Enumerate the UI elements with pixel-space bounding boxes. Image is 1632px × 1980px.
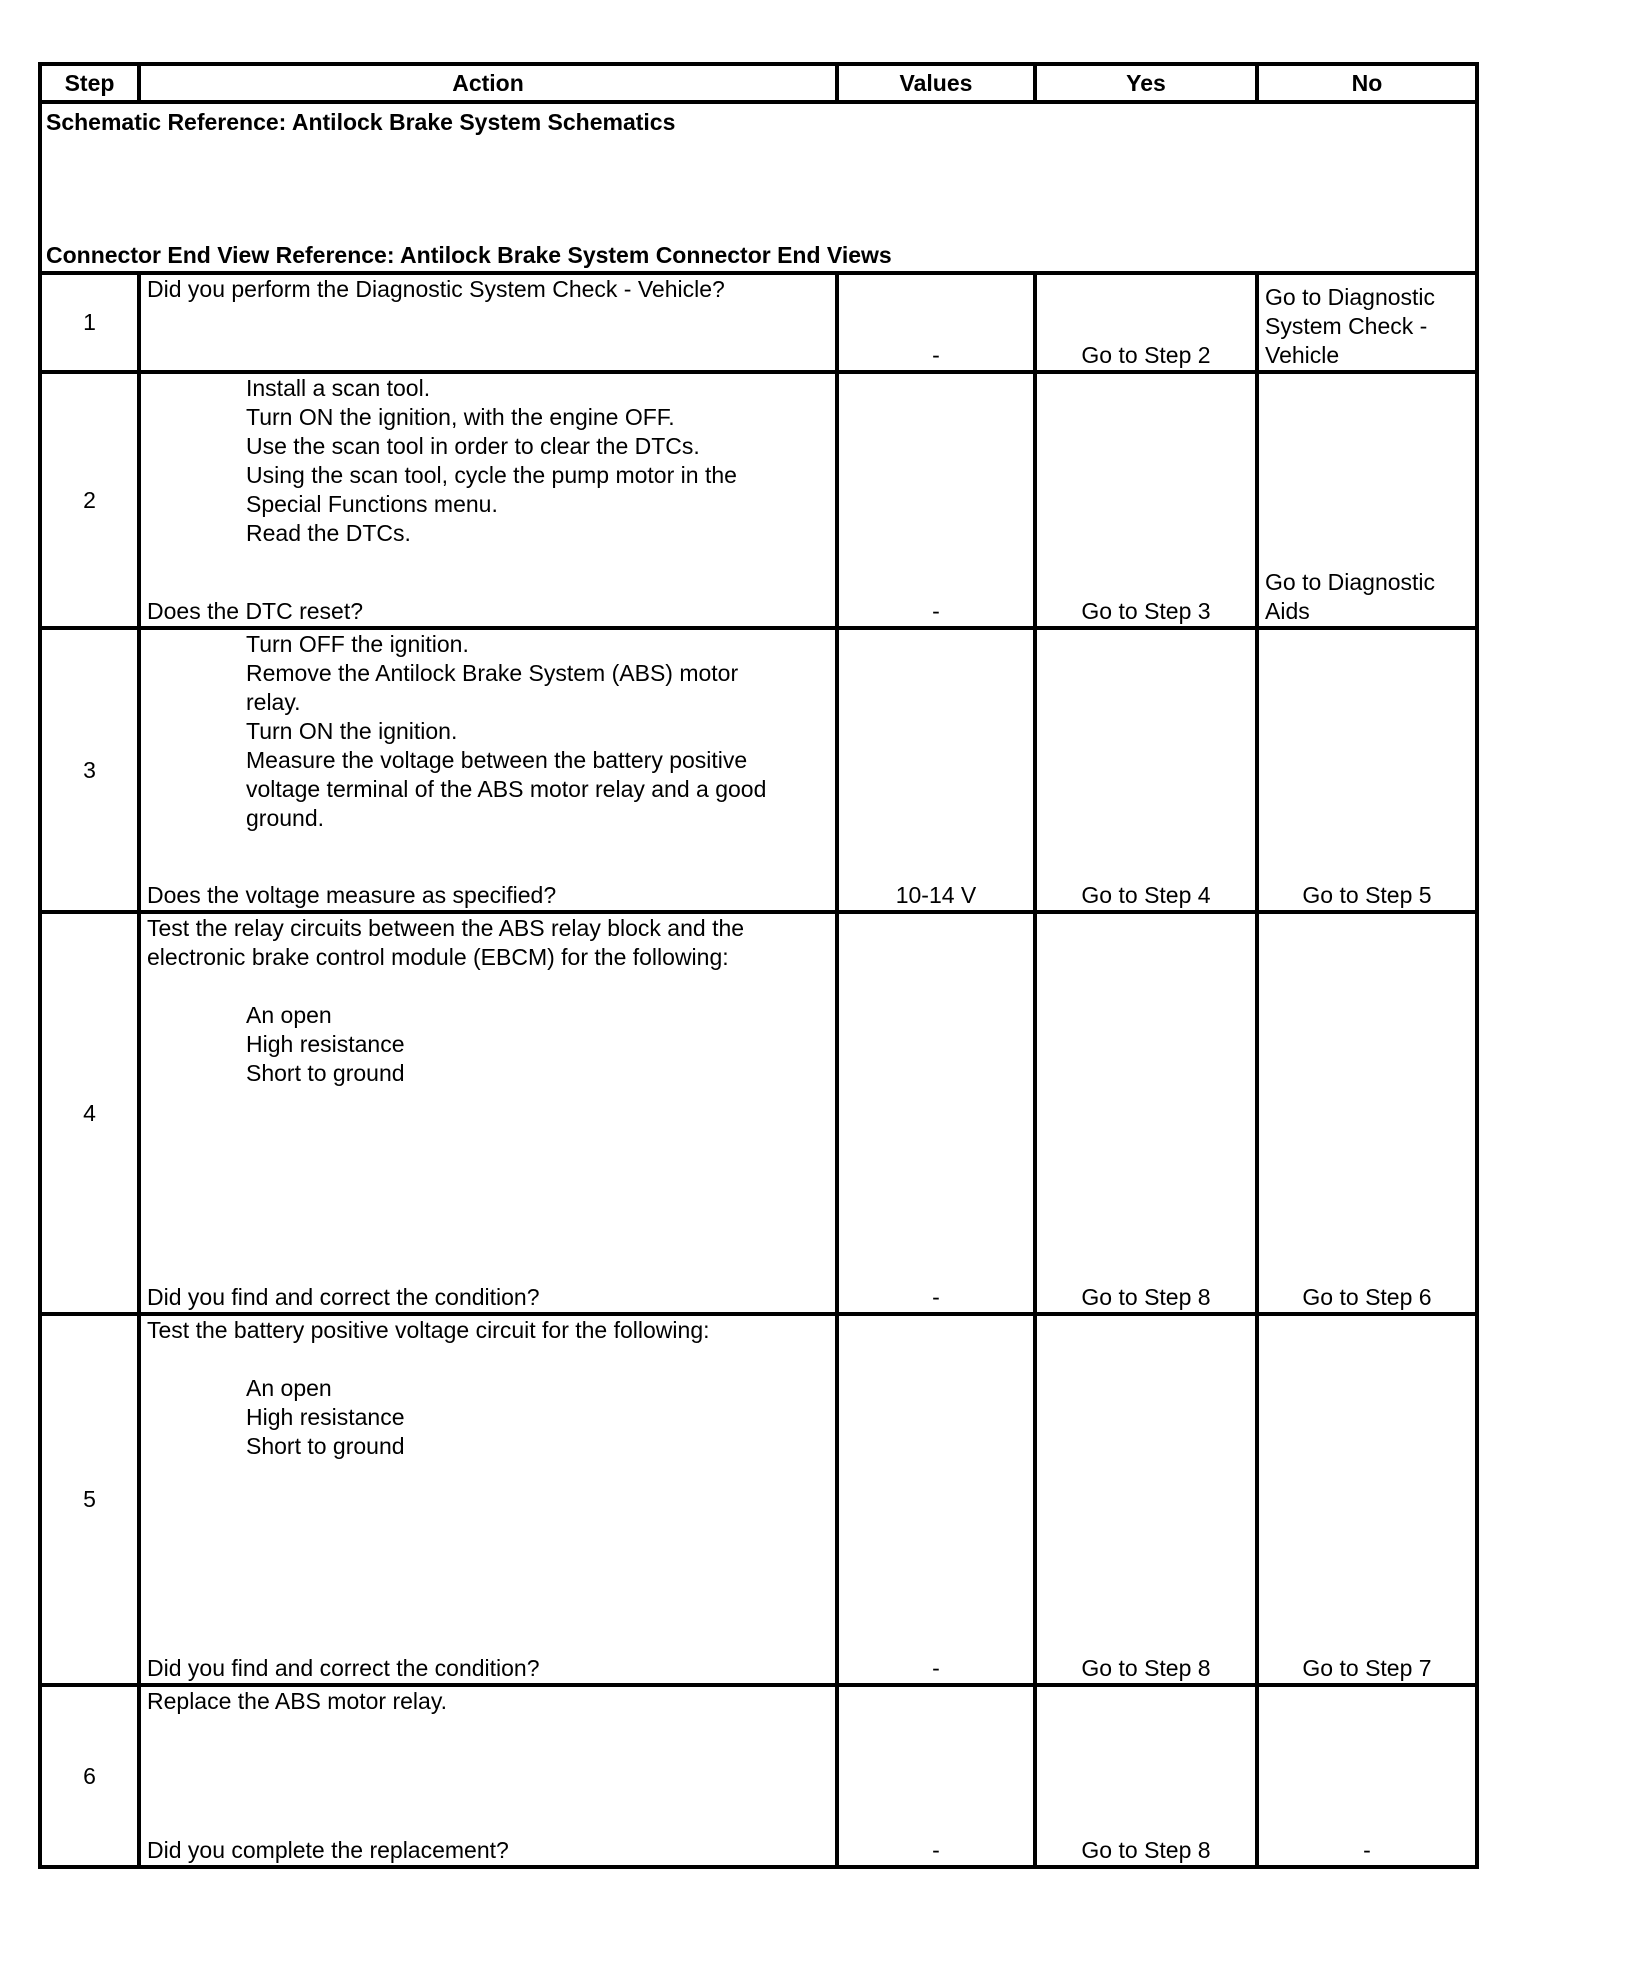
intro-line: Replace the ABS motor relay. (147, 1688, 447, 1714)
action-intro (147, 1687, 829, 1716)
bullet-item: Special Functions menu. (246, 491, 498, 517)
reference-cell (40, 102, 1477, 273)
bullet-item: An open (246, 1002, 332, 1028)
step-row-5 (40, 1314, 1477, 1685)
yes-cell: Go to Step 3 (1035, 372, 1257, 628)
header-no: No (1257, 64, 1477, 102)
intro-line: electronic brake control module (EBCM) for the following: (147, 944, 729, 970)
no-line: Go to Diagnostic (1265, 569, 1436, 595)
bullet-item: voltage terminal of the ABS motor relay and a good (246, 776, 767, 802)
bullet-item: Measure the voltage between the battery positive (246, 747, 748, 773)
step-number: 6 (40, 1685, 139, 1867)
header-action: Action (139, 64, 837, 102)
action-cell (139, 912, 837, 1314)
bullet-item: relay. (246, 689, 301, 715)
bullet-item: Remove the Antilock Brake System (ABS) motor (246, 660, 739, 686)
action-cell (139, 1314, 837, 1685)
action-question: Does the voltage measure as specified? (147, 882, 557, 908)
bullet-item: Install a scan tool. (246, 375, 431, 401)
step-row-6 (40, 1685, 1477, 1867)
values-cell: - (837, 912, 1035, 1314)
action-question: Did you perform the Diagnostic System Check - Vehicle? (147, 276, 725, 302)
action-question: Does the DTC reset? (147, 598, 364, 624)
step-row-4 (40, 912, 1477, 1314)
header-row (40, 64, 1477, 102)
action-bullets (147, 1374, 829, 1461)
action-cell (139, 628, 837, 912)
header-step: Step (40, 64, 139, 102)
reference-row (40, 102, 1477, 273)
no-line: System Check - (1265, 313, 1428, 339)
step-number: 5 (40, 1314, 139, 1685)
no-line: Aids (1265, 598, 1310, 624)
bullet-item: Turn OFF the ignition. (246, 631, 469, 657)
no-line: Vehicle (1265, 342, 1340, 368)
step-row-1 (40, 273, 1477, 372)
action-cell (139, 1685, 837, 1867)
action-question: Did you find and correct the condition? (147, 1655, 540, 1681)
step-row-2 (40, 372, 1477, 628)
action-bullets (147, 630, 829, 833)
header-values: Values (837, 64, 1035, 102)
action-intro (147, 914, 829, 972)
action-bullets (147, 374, 829, 548)
step-number: 4 (40, 912, 139, 1314)
yes-cell: Go to Step 8 (1035, 1314, 1257, 1685)
values-cell: - (837, 372, 1035, 628)
action-question: Did you find and correct the condition? (147, 1284, 540, 1310)
no-line: Go to Diagnostic (1265, 284, 1436, 310)
no-cell: Go to Step 7 (1257, 1314, 1477, 1685)
bullet-item: Use the scan tool in order to clear the DTCs. (246, 433, 700, 459)
no-cell: Go to Step 5 (1257, 628, 1477, 912)
step-number: 2 (40, 372, 139, 628)
action-intro (147, 1316, 829, 1345)
action-question: Did you complete the replacement? (147, 1837, 509, 1863)
bullet-item: Read the DTCs. (246, 520, 411, 546)
bullet-item: Short to ground (246, 1060, 405, 1086)
values-cell: - (837, 273, 1035, 372)
values-cell: - (837, 1685, 1035, 1867)
bullet-item: High resistance (246, 1031, 405, 1057)
step-row-3 (40, 628, 1477, 912)
action-cell (139, 273, 837, 372)
step-number: 3 (40, 628, 139, 912)
yes-cell: Go to Step 8 (1035, 1685, 1257, 1867)
intro-line: Test the battery positive voltage circuit for the following: (147, 1317, 710, 1343)
bullet-item: ground. (246, 805, 325, 831)
bullet-item: Using the scan tool, cycle the pump motor in the (246, 462, 737, 488)
no-cell: - (1257, 1685, 1477, 1867)
bullet-item: Short to ground (246, 1433, 405, 1459)
values-cell: 10-14 V (837, 628, 1035, 912)
bullet-item: An open (246, 1375, 332, 1401)
connector-reference: Connector End View Reference: Antilock Brake System Connector End Views (46, 242, 892, 268)
yes-cell: Go to Step 2 (1035, 273, 1257, 372)
bullet-item: Turn ON the ignition, with the engine OFF. (246, 404, 675, 430)
values-cell: - (837, 1314, 1035, 1685)
bullet-item: Turn ON the ignition. (246, 718, 458, 744)
yes-cell: Go to Step 4 (1035, 628, 1257, 912)
intro-line: Test the relay circuits between the ABS relay block and the (147, 915, 745, 941)
no-cell: Go to Step 6 (1257, 912, 1477, 1314)
action-cell (139, 372, 837, 628)
no-cell (1257, 273, 1477, 372)
diagnostic-table (38, 62, 1479, 1869)
step-number: 1 (40, 273, 139, 372)
no-cell (1257, 372, 1477, 628)
schematic-reference: Schematic Reference: Antilock Brake System Schematics (46, 109, 676, 135)
yes-cell: Go to Step 8 (1035, 912, 1257, 1314)
action-bullets (147, 1001, 829, 1088)
bullet-item: High resistance (246, 1404, 405, 1430)
header-yes: Yes (1035, 64, 1257, 102)
